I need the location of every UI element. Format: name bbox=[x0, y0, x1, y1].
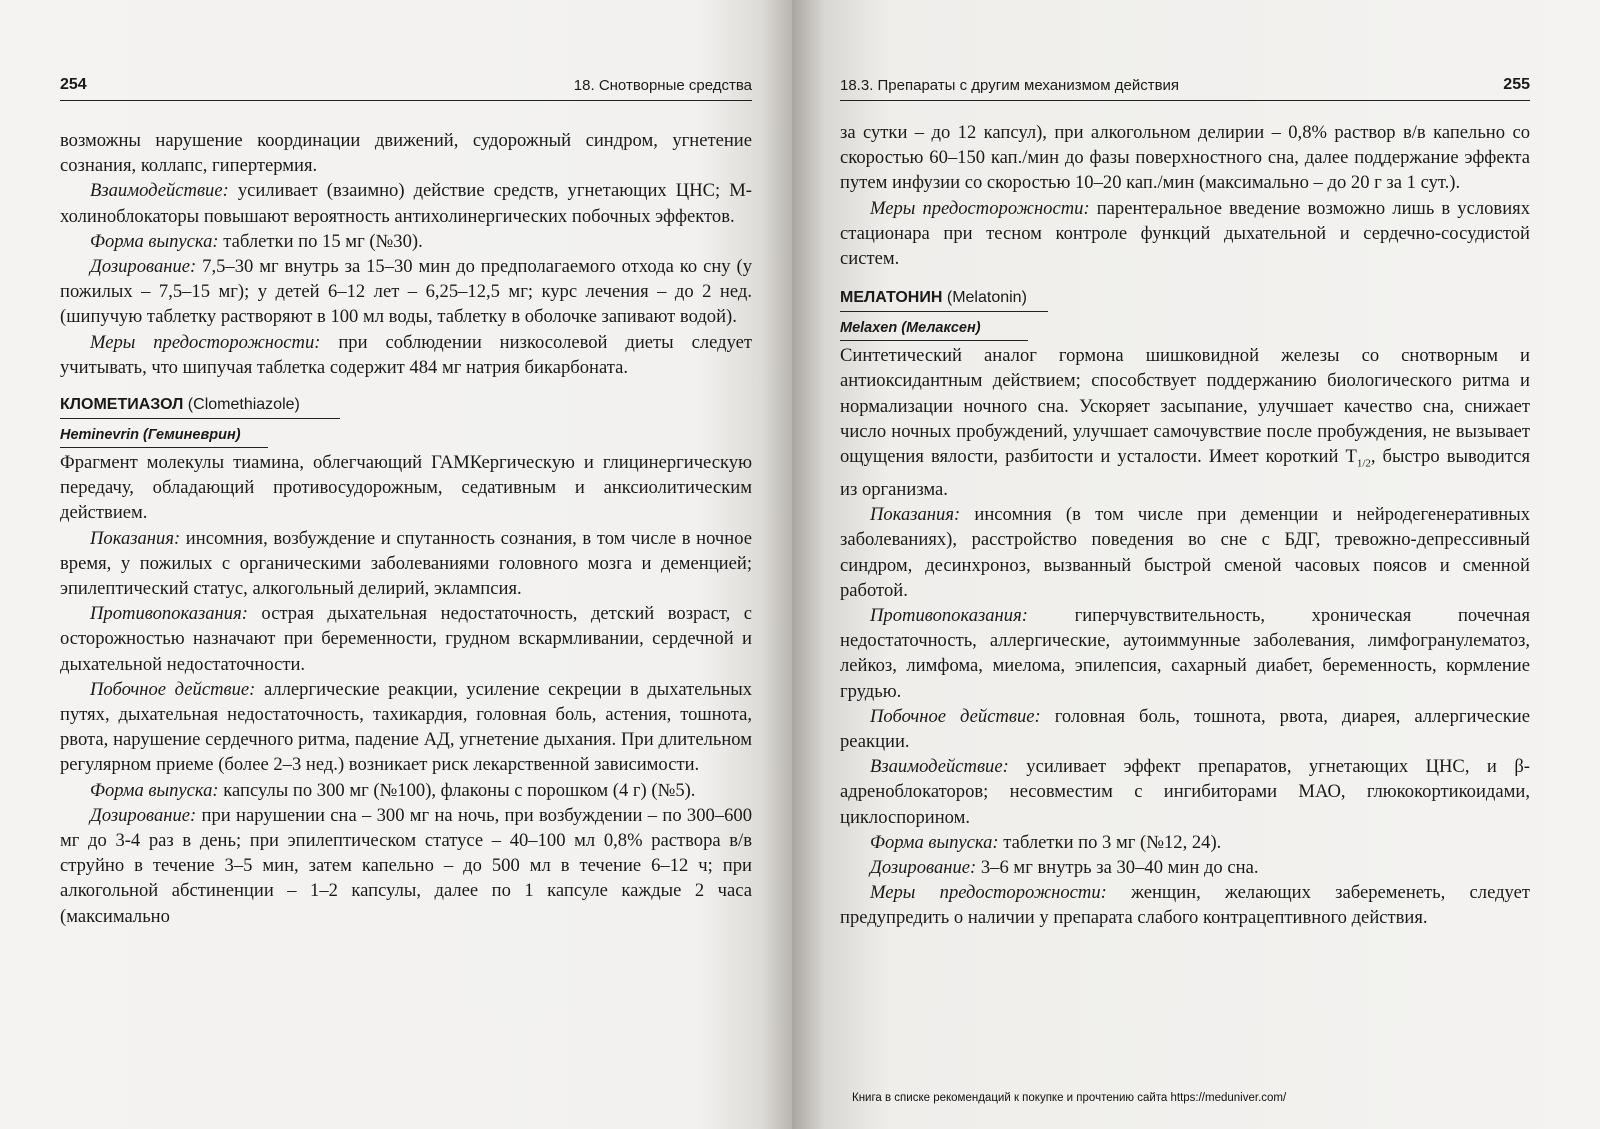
left-body-text bbox=[60, 128, 752, 929]
contraindications-paragraph: Противопоказания: гиперчувствительность, хроническая почечная недостаточность, аллергические, аутоиммунные заболевания, лимфогранулематоз, лейкоз, лимфома, миелома, эпилепсия, сахарный диабет, беременность, кормление грудью. bbox=[840, 604, 1530, 702]
right-page bbox=[792, 0, 1600, 1129]
right-running-header bbox=[840, 74, 1530, 101]
side-effects-paragraph: Побочное действие: аллергические реакции, усиление секреции в дыхательных путях, дыхательная недостаточность, тахикардия, головная боль, астения, тошнота, рвота, нарушение сердечного ритма, падение АД, угнетение дыхания. При длительном регулярном приеме (более 2–3 нед.) возникает риск лекарственной зависимости. bbox=[60, 678, 752, 776]
side-effects-paragraph: Побочное действие: головная боль, тошнота, рвота, диарея, аллергические реакции. bbox=[840, 705, 1530, 752]
precautions-paragraph: Меры предосторожности: парентеральное введение возможно лишь в условиях стационара при тесном контроле функций дыхательной и сердечно-сосудистой систем. bbox=[840, 197, 1530, 270]
footer-link-note: Книга в списке рекомендаций к покупке и прочтению сайта https://meduniver.com/ bbox=[852, 1092, 1287, 1104]
indications-paragraph: Показания: инсомния (в том числе при деменции и нейродегенеративных заболеваниях), расстройство поведения во сне с БДГ, тревожно-депрессивный синдром, десинхроноз, вызванный быстрой сменой часовых поясов и сменной работой. bbox=[840, 504, 1530, 601]
interaction-paragraph: Взаимодействие: усиливает (взаимно) действие средств, угнетающих ЦНС; М-холиноблокаторы повышают вероятность антихолинергических побочных эффектов. bbox=[60, 180, 752, 227]
dosage-paragraph: Дозирование: 3–6 мг внутрь за 30–40 мин до сна. bbox=[870, 857, 1259, 878]
interaction-paragraph: Взаимодействие: усиливает эффект препаратов, угнетающих ЦНС, и β-адреноблокаторов; несовместим с ингибиторами МАО, глюкокортикоидами, циклоспорином. bbox=[840, 756, 1530, 828]
dosage-paragraph: Дозирование: при нарушении сна – 300 мг на ночь, при возбуждении – по 300–600 мг до 3-4 раз в день; при эпилептическом статусе – 40–100 мл 0,8% раствора в/в струйно в течение 3–5 мин, затем капельно – до 500 мл в течение 6–12 ч; при алкогольной абстиненции – 1–2 капсулы, далее по 1 капсуле каждые 2 часа (максимально bbox=[60, 804, 752, 927]
drug-heading: КЛОМЕТИАЗОЛ (Clomethiazole) bbox=[60, 394, 340, 419]
indications-paragraph: Показания: инсомния, возбуждение и спутанность сознания, в том числе в ночное время, у пожилых с органическими заболеваниями головного мозга и деменцией; эпилептический статус, алкогольный делирий, эклампсия. bbox=[60, 527, 752, 600]
dosage-paragraph: Дозирование: 7,5–30 мг внутрь за 15–30 мин до предполагаемого отхода ко сну (у пожилых – 7,5–15 мг); у детей 6–12 лет – 6,25–12,5 мг; курс лечения – до 2 нед. (шипучую таблетку растворяют в 100 мл воды, таблетку в оболочке запивают водой). bbox=[60, 256, 752, 328]
right-body-text bbox=[840, 120, 1530, 931]
form-paragraph: Форма выпуска: капсулы по 300 мг (№100), флаконы с порошком (4 г) (№5). bbox=[90, 779, 696, 801]
drug-heading: МЕЛАТОНИН (Melatonin) bbox=[840, 287, 1048, 312]
contraindications-paragraph: Противопоказания: острая дыхательная недостаточность, детский возраст, с осторожностью назначают при беременности, грудном вскармливании, сердечной и дыхательной недостаточности. bbox=[60, 603, 752, 675]
precautions-paragraph: Меры предосторожности: при соблюдении низкосолевой диеты следует учитывать, что шипучая таблетка содержит 484 мг натрия бикарбоната. bbox=[60, 331, 752, 378]
paragraph: за сутки – до 12 капсул), при алкогольном делирии – 0,8% раствор в/в капельно со скоростью 60–150 кап./мин до фазы поверхностного сна, далее поддержание эффекта путем инфузии со скоростью 10–20 кап./мин (максимально – до 20 г за 1 сут.). bbox=[840, 122, 1530, 194]
precautions-paragraph: Меры предосторожности: женщин, желающих забеременеть, следует предупредить о наличии у препарата слабого контрацептивного действия. bbox=[840, 882, 1530, 929]
left-running-header bbox=[60, 74, 752, 101]
form-paragraph: Форма выпуска: таблетки по 3 мг (№12, 24). bbox=[870, 831, 1222, 853]
page-number: 255 bbox=[1503, 76, 1530, 93]
drug-trade-name: Heminevrin (Геминеврин) bbox=[60, 425, 268, 448]
page-number: 254 bbox=[60, 76, 87, 93]
description-paragraph: Синтетический аналог гормона шишковидной железы со снотворным и антиоксидантным действием; способствует поддержанию биологического ритма и нормализации ночного сна. Ускоряет засыпание, улучшает качество сна, снижает число ночных пробуждений, улучшает самочувствие после пробуждения, не вызывает ощущения вялости, разбитости и усталости. Имеет короткий $Т_{1/2}$, быстро выводится из организма. bbox=[840, 345, 1530, 500]
description-paragraph: Фрагмент молекулы тиамина, облегчающий ГАМКергическую и глицинергическую передачу, обладающий противосудорожным, седативным и анксиолитическим действием. bbox=[60, 452, 752, 524]
paragraph: возможны нарушение координации движений, судорожный синдром, угнетение сознания, коллапс, гипертермия. bbox=[60, 130, 752, 177]
left-page bbox=[0, 0, 792, 1129]
chapter-title: 18. Снотворные средства bbox=[573, 77, 752, 94]
form-paragraph: Форма выпуска: таблетки по 15 мг (№30). bbox=[90, 230, 423, 252]
drug-trade-name: Melaxen (Мелаксен) bbox=[840, 318, 1028, 341]
section-title: 18.3. Препараты с другим механизмом действия bbox=[840, 77, 1180, 94]
